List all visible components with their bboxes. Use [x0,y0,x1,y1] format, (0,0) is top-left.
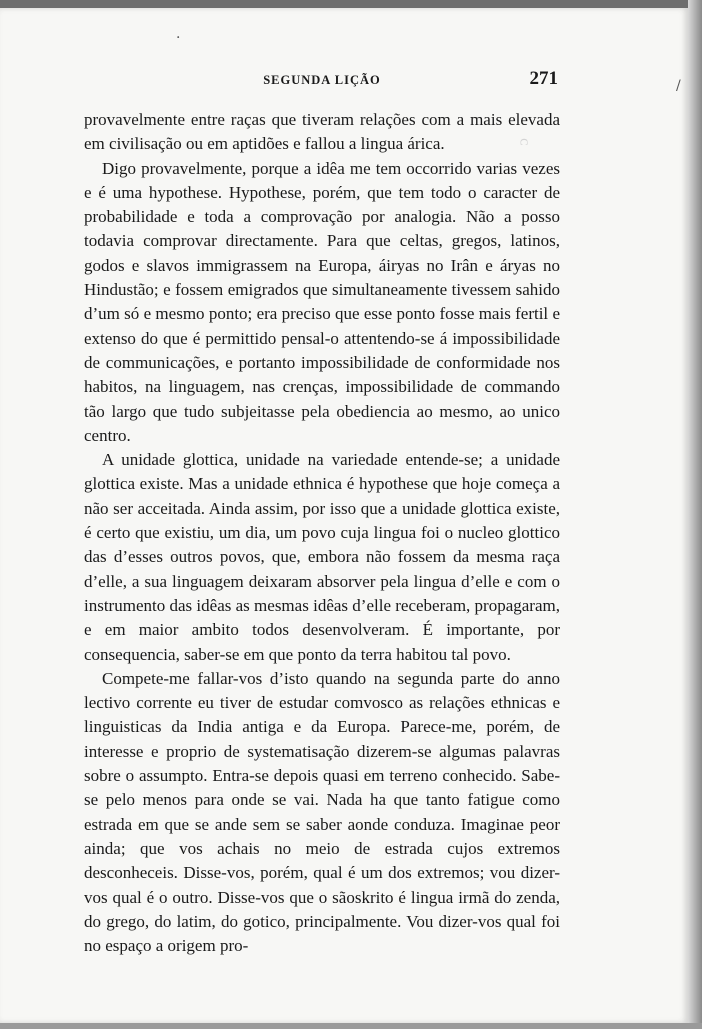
paragraph: Digo provavelmente, porque a idêa me tem occorrido varias vezes e é uma hypothese. Hypothese, porém, que tem todo o caracter de probabilidade e toda a comprovação por analogia. Não a posso todavia comprovar directamente. Para que celtas, gregos, latinos, godos e slavos immigrassem na Europa, áiryas no Irân e áryas no Hindustão; e fossem emigrados que simultaneamente tivessem sahido d’um só e mesmo ponto; era preciso que esse ponto fosse mais fertil e extenso do que é permittido pensal-o attentendo-se á impossibilidade de communicações, e portanto impossibilidade de conformidade nos habitos, na linguagem, nas crenças, impossibilidade de commando tão largo que tudo subjeitasse pela obediencia ao mesmo, ao unico centro. [84,158,560,445]
bleed-through-mark: ᴒ [520,133,529,149]
running-title: SEGUNDA LIÇÃO [263,73,381,87]
paragraph: A unidade glottica, unidade na variedade entende-se; a unidade glottica existe. Mas a unidade ethnica é hypothese que hoje começa a não ser acceitada. Ainda assim, por isso que a unidade glottica existe, é certo que existiu, um dia, um povo cuja lingua foi o nucleo glottico das d’esses outros povos, que, embora não fossem da mesma raça d’elle, a sua linguagem deixaram absorver pela lingua d’elle e com o instrumento das idêas as mesmas idêas d’elle receberam, propagaram, e em maior ambito todos desenvolveram. É importante, por consequencia, saber-se em que ponto da terra habitou tal povo. [84,450,560,664]
speck-mark: / [676,78,681,94]
body-text [84,108,560,958]
paragraph-continued: provavelmente entre raças que tiveram relações com a mais elevada em civilisação ou em aptidões e fallou a lingua árica. [84,110,560,154]
speck-mark: · [176,30,181,46]
scan-edge-top [0,0,702,8]
page-number: 271 [529,68,558,89]
scan-edge-right [688,0,702,1029]
scan-edge-bottom [0,1023,702,1029]
running-head [86,68,558,92]
paragraph: Compete-me fallar-vos d’isto quando na segunda parte do anno lectivo corrente eu tiver de estudar comvosco as relações ethnicas e linguisticas da India antiga e da Europa. Parece-me, porém, de interesse e proprio de systematisação dizerem-se algumas palavras sobre o assumpto. Entra-se depois quasi em terreno conhecido. Sabe-se pelo menos para onde se vai. Nada ha que tanto fatigue como estrada em que se ande sem se saber aonde conduza. Imaginae peor ainda; que vos achais no meio de estrada cujos extremos desconheceis. Disse-vos, porém, qual é um dos extremos; vou dizer-vos qual é o outro. Disse-vos que o sãoskrito é lingua irmã do zenda, do grego, do latim, do gotico, principalmente. Vou dizer-vos qual foi no espaço a origem pro- [84,668,560,956]
